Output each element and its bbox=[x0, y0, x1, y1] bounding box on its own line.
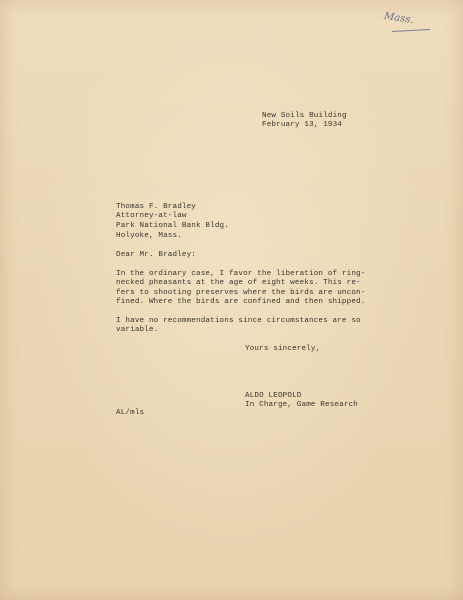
signature-name: ALDO LEOPOLD bbox=[245, 392, 302, 400]
closing: Yours sincerely, bbox=[245, 345, 321, 353]
body-line: necked pheasants at the age of eight weeks. This re- bbox=[116, 279, 361, 287]
recipient-name: Thomas F. Bradley bbox=[116, 203, 197, 211]
body-line: In the ordinary case, I favor the liberation of ring- bbox=[116, 270, 366, 278]
reference-initials: AL/mls bbox=[116, 409, 145, 417]
body-line: I have no recommendations since circumstances are so bbox=[116, 317, 361, 325]
recipient-address: Park National Bank Bldg. bbox=[116, 222, 229, 230]
body-line: variable. bbox=[116, 326, 159, 334]
recipient-city: Holyoke, Mass. bbox=[116, 232, 182, 240]
salutation: Dear Mr. Bradley: bbox=[116, 251, 197, 259]
handwritten-underline bbox=[392, 29, 430, 32]
signature-title: In Charge, Game Research bbox=[245, 401, 358, 409]
body-line: fers to shooting preserves where the birds are uncon- bbox=[116, 289, 366, 297]
body-line: fined. Where the birds are confined and then shipped. bbox=[116, 298, 366, 306]
letter-date: February 13, 1934 bbox=[262, 121, 343, 129]
handwritten-note: Mass. bbox=[383, 10, 415, 27]
sender-address: New Soils Building bbox=[262, 112, 347, 120]
recipient-title: Attorney-at-law bbox=[116, 212, 187, 220]
